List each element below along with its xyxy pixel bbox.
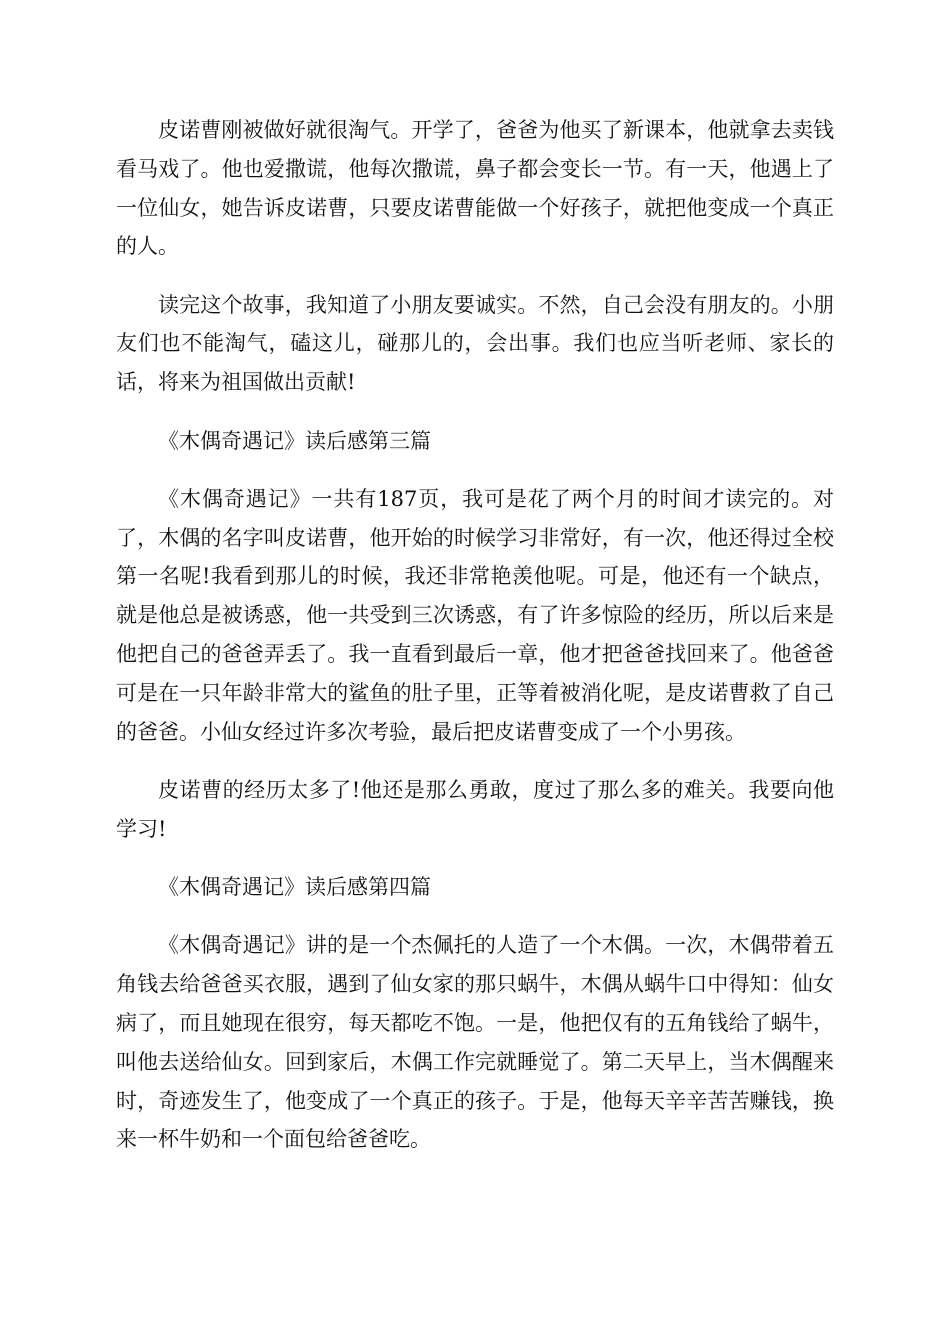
- paragraph-3: 《木偶奇遇记》一共有187页，我可是花了两个月的时间才读完的。对了，木偶的名字叫皮诺曹，他开始的时候学习非常好，有一次，他还得过全校第一名呢!我看到那儿的时候，我还非常艳羡他呢。可是，他还有一个缺点，就是他总是被诱惑，他一共受到三次诱惑，有了许多惊险的经历，所以后来是他把自己的爸爸弄丢了。我一直看到最后一章，他才把爸爸找回来了。他爸爸可是在一只年龄非常大的鲨鱼的肚子里，正等着被消化呢，是皮诺曹救了自己的爸爸。小仙女经过许多次考验，最后把皮诺曹变成了一个小男孩。: [116, 486, 834, 744]
- document-page: [116, 111, 834, 1179]
- paragraph-4: 皮诺曹的经历太多了!他还是那么勇敢，度过了那么多的难关。我要向他学习!: [116, 777, 834, 841]
- paragraph-5: 《木偶奇遇记》讲的是一个杰佩托的人造了一个木偶。一次，木偶带着五角钱去给爸爸买衣服，遇到了仙女家的那只蜗牛，木偶从蜗牛口中得知：仙女病了，而且她现在很穷，每天都吃不饱。一是，他把仅有的五角钱给了蜗牛，叫他去送给仙女。回到家后，木偶工作完就睡觉了。第二天早上，当木偶醒来时，奇迹发生了，他变成了一个真正的孩子。于是，他每天辛辛苦苦赚钱，换来一杯牛奶和一个面包给爸爸吃。: [116, 933, 834, 1152]
- section-heading-3: 《木偶奇遇记》读后感第三篇: [158, 428, 431, 453]
- section-heading-4: 《木偶奇遇记》读后感第四篇: [158, 875, 431, 900]
- paragraph-1: 皮诺曹刚被做好就很淘气。开学了，爸爸为他买了新课本，他就拿去卖钱看马戏了。他也爱撒谎，他每次撒谎，鼻子都会变长一节。有一天，他遇上了一位仙女，她告诉皮诺曹，只要皮诺曹能做一个好孩子，就把他变成一个真正的人。: [116, 118, 834, 259]
- paragraph-2: 读完这个故事，我知道了小朋友要诚实。不然，自己会没有朋友的。小朋友们也不能淘气，磕这儿，碰那儿的，会出事。我们也应当听老师、家长的话，将来为祖国做出贡献!: [116, 292, 834, 395]
